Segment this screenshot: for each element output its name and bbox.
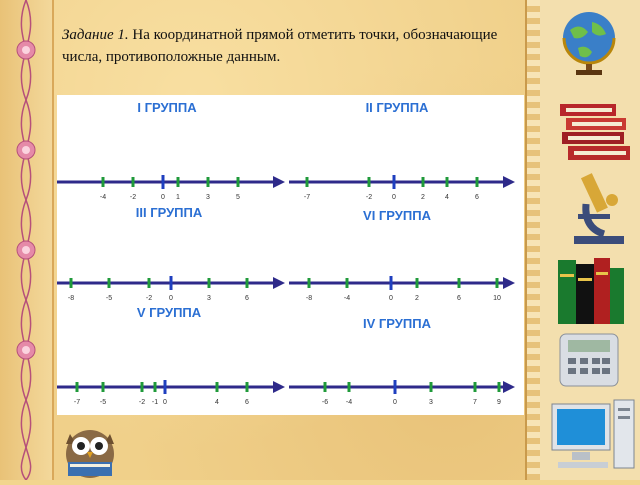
tick-label: 9 [497, 399, 501, 406]
tick-label: -6 [321, 399, 329, 406]
tick-label: 2 [415, 295, 419, 302]
tick-label: -8 [67, 295, 75, 302]
axis-arrow [503, 381, 515, 393]
tick-label: -2 [365, 194, 373, 201]
tick-label: -7 [73, 399, 81, 406]
task-body: На координатной прямой отметить точки, обозначающие числа, противоположные данным. [62, 27, 498, 65]
tick-label: 5 [236, 194, 240, 201]
tick-label: 0 [163, 399, 167, 406]
task-lead: Задание 1. [62, 27, 129, 43]
axis-arrow [503, 176, 515, 188]
book-row-icon [556, 254, 628, 328]
tick-label: 0 [393, 399, 397, 406]
tick-label: 6 [475, 194, 479, 201]
tick-label: -1 [151, 399, 159, 406]
group-title: IV ГРУППА [363, 316, 431, 331]
owl-icon [54, 418, 126, 480]
tick-label: -5 [105, 295, 113, 302]
tick-label: 10 [493, 295, 501, 302]
axis-arrow [273, 381, 285, 393]
task-text [62, 24, 522, 68]
tick-label: -4 [99, 194, 107, 201]
tick-label: -7 [303, 194, 311, 201]
tick-label: 3 [207, 295, 211, 302]
tick-label: -4 [343, 295, 351, 302]
group-title: II ГРУППА [365, 100, 429, 115]
tick-label: 6 [457, 295, 461, 302]
tick-label: 3 [429, 399, 433, 406]
books-icon [558, 98, 634, 168]
tick-label: -8 [305, 295, 313, 302]
number-lines-board [57, 95, 524, 415]
group-title: VI ГРУППА [363, 208, 431, 223]
tick-label: 0 [389, 295, 393, 302]
tick-label: -2 [145, 295, 153, 302]
tick-label: 6 [245, 399, 249, 406]
tick-label: 7 [473, 399, 477, 406]
globe-icon [556, 8, 622, 76]
tick-label: -4 [345, 399, 353, 406]
axis-arrow [273, 176, 285, 188]
microscope-icon [564, 170, 630, 246]
calculator-icon [556, 330, 622, 390]
axis-arrow [273, 277, 285, 289]
tick-label: 6 [245, 295, 249, 302]
tick-label: -5 [99, 399, 107, 406]
tick-label: 2 [421, 194, 425, 201]
tick-label: -2 [138, 399, 146, 406]
tick-label: 0 [161, 194, 165, 201]
tick-label: 4 [215, 399, 219, 406]
group-title: I ГРУППА [137, 100, 197, 115]
left-decorative-border [0, 0, 54, 480]
tick-label: 0 [392, 194, 396, 201]
group-title: III ГРУППА [135, 205, 203, 220]
group-title: V ГРУППА [136, 305, 202, 320]
tick-label: -2 [129, 194, 137, 201]
number-lines-svg [57, 95, 524, 415]
computer-icon [548, 396, 638, 476]
tick-label: 1 [176, 194, 180, 201]
tick-label: 4 [445, 194, 449, 201]
tick-label: 3 [206, 194, 210, 201]
axis-arrow [503, 277, 515, 289]
tick-label: 0 [169, 295, 173, 302]
